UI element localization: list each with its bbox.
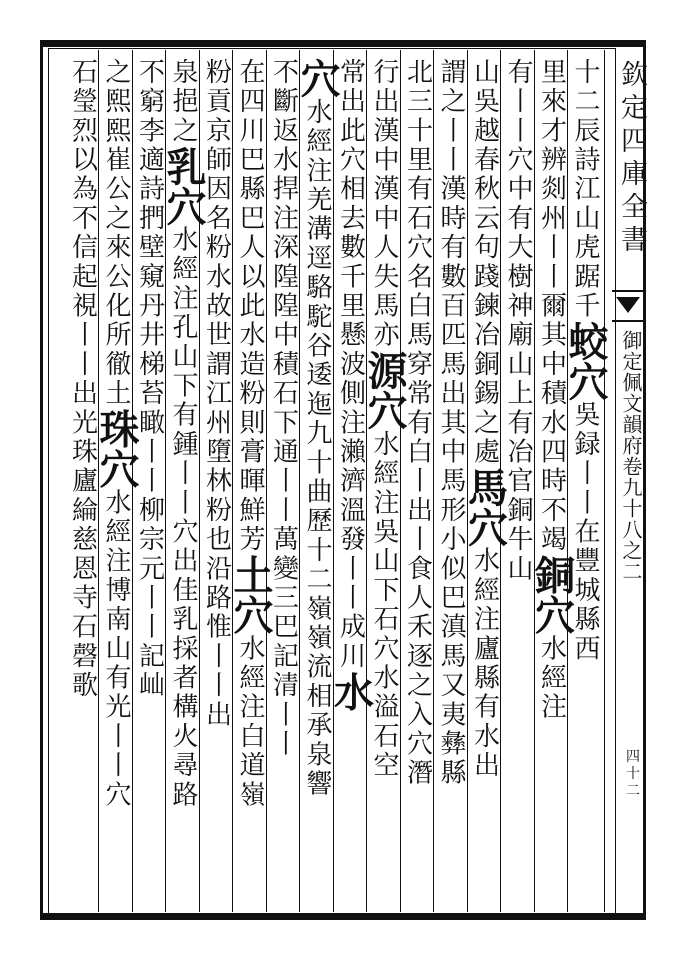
entry-text: 石瑩烈以為不信起視丨丨	[67, 58, 98, 380]
entry-text: 行出漢中漢中人失馬亦	[369, 58, 399, 350]
entry-text: 其中積水四時不竭	[536, 320, 567, 555]
entry-text: 有丨丨穴中有大樹神廟山上有冶官	[503, 58, 533, 496]
entry-text: 吳録丨丨在豐城縣西	[570, 400, 600, 664]
entry-headword: 銅穴	[528, 554, 576, 635]
entry-headword: 乳穴	[160, 145, 207, 226]
text-column	[160, 58, 207, 910]
margin-rule	[604, 50, 605, 912]
entry-text: 不斷返水捍注深隍隍中積石下通丨丨萬變三巴記清丨丨	[268, 58, 299, 759]
entry-text: 之熙熙崔公之來公化所徹土	[101, 58, 131, 409]
entry-headword: 穴	[294, 58, 341, 98]
entry-text: 十二辰詩江山虎踞千	[570, 58, 600, 321]
text-column	[294, 58, 341, 910]
entry-text: 水經注羌溝逕駱駝谷逶迤九十曲歷十二嶺嶺流相承泉響	[302, 98, 332, 799]
entry-text: 水經注白道嶺	[235, 634, 265, 810]
entry-text: 懸波側注瀨濟溫發丨丨成川	[335, 320, 366, 672]
text-column	[361, 58, 408, 910]
entry-text: 不窮	[134, 58, 165, 117]
entry-text: 山吳越春秋云句踐鍊冶銅錫之處	[469, 58, 500, 467]
margin-title: 欽定四庫全書	[616, 60, 647, 258]
entry-text: 水經注孔山下有鍾丨丨穴出佳乳採者構火尋路	[168, 225, 198, 810]
text-column	[434, 58, 468, 910]
text-column	[267, 58, 301, 910]
entry-text: 水經注博南山有光丨丨穴	[101, 488, 131, 810]
entry-headword: 源穴	[361, 350, 408, 430]
entry-text: 泉挹之	[168, 58, 198, 146]
page-number-text: 四十二	[626, 749, 640, 799]
entry-headword: 水	[327, 671, 375, 712]
text-column	[461, 58, 509, 910]
entry-text: 水經注	[536, 634, 567, 723]
fish-tail-mark-icon	[612, 290, 644, 322]
entry-text: 銅牛山	[503, 496, 533, 584]
entry-headword: 蛟穴	[562, 320, 609, 401]
margin-section: 御定佩文韻府	[619, 330, 643, 456]
text-column	[401, 58, 435, 910]
text-column	[528, 58, 576, 910]
text-column	[562, 58, 609, 910]
entry-text: 水經注吳山下石穴水溢石空	[369, 430, 399, 781]
text-column	[93, 58, 140, 910]
entry-text: 常出此穴相去數千里	[335, 58, 366, 321]
text-column	[227, 58, 274, 910]
margin-volume-number: 卷九十八之二	[619, 456, 643, 582]
text-column	[66, 58, 100, 910]
entry-text: 謂之丨丨漢時有數百匹馬出其中馬形小似巴滇馬又夷彝縣	[436, 58, 466, 788]
margin-volume	[616, 330, 646, 582]
entry-text: 在四川巴縣巴人以此水造粉則膏暉鮮芳	[235, 58, 265, 555]
entry-headword: 馬穴	[461, 466, 509, 547]
entry-text: 粉貢京師因名粉水故世謂江州墮林粉也	[201, 58, 232, 555]
text-column	[327, 58, 375, 910]
entry-text: 沿路惟丨丨出	[201, 554, 232, 730]
entry-text: 水經注廬縣有水出	[469, 546, 500, 781]
entry-text: 北三十里有石穴名白馬穿常有白丨出丨食人禾逐之入穴潛	[402, 58, 433, 788]
entry-headword: 珠穴	[93, 408, 140, 489]
entry-text: 出光珠廬綸慈恩寺石磬歌	[67, 379, 98, 701]
entry-text: 李適詩捫壁窺丹井梯苔瞰丨丨柳宗元丨丨記屾	[134, 116, 165, 701]
entry-headword: 土穴	[227, 554, 274, 635]
page-number	[626, 748, 648, 799]
entry-text: 里來才辨剡州丨丨爾	[536, 58, 567, 321]
